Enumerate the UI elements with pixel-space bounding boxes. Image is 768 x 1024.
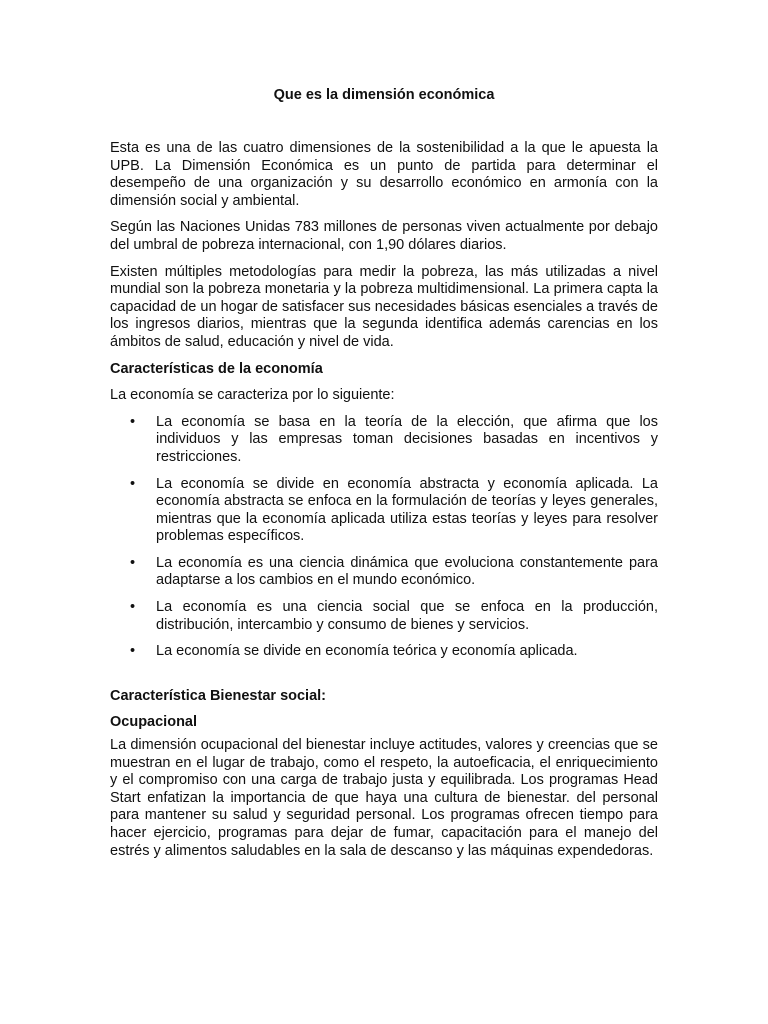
section-heading-wellbeing: Característica Bienestar social: <box>110 687 326 704</box>
section-heading-economy: Características de la economía <box>110 360 323 377</box>
list-item <box>110 643 658 661</box>
paragraph-intro: Esta es una de las cuatro dimensiones de la sostenibilidad a la que le apuesta la UPB. La Dimensión Económica es un punto de partida para determinar el desempeño de una organización y su desarrollo económico en armonía con la dimensión social y ambiental. <box>110 140 658 209</box>
paragraph-poverty-methods: Existen múltiples metodologías para medir la pobreza, las más utilizadas a nivel mundial son la pobreza monetaria y la pobreza multidimensional. La primera capta la capacidad de un hogar de satisfacer sus necesidades básicas esenciales a través de los ingresos diarios, mientras que la segunda identifica además carencias en los ámbitos de salud, educación y nivel de vida. <box>110 263 658 350</box>
paragraph-occupational: La dimensión ocupacional del bienestar incluye actitudes, valores y creencias que se muestran en el lugar de trabajo, como el respeto, la autoeficacia, el enriquecimiento y el compromiso con una carga de trabajo justa y equilibrada. Los programas Head Start enfatizan la importancia de que haya una cultura de bienestar. del personal para mantener su salud y seguridad personal. Los programas ofrecen tiempo para hacer ejercicio, programas para dejar de fumar, capacitación para el manejo del estrés y alimentos saludables en la sala de descanso y las máquinas expendedoras. <box>110 737 658 859</box>
economy-characteristics-list <box>110 414 658 661</box>
document-body <box>110 140 658 860</box>
bullet-icon: • <box>130 475 136 492</box>
list-item-text: La economía es una ciencia social que se enfoca en la producción, distribución, intercambio y consumo de bienes y servicios. <box>156 599 658 633</box>
subsection-heading-occupational: Ocupacional <box>110 714 198 731</box>
list-item <box>110 476 658 546</box>
list-item-text: La economía se basa en la teoría de la elección, que afirma que los individuos y las empresas toman decisiones basadas en incentivos y restricciones. <box>156 413 658 465</box>
list-item <box>110 599 658 634</box>
section-spacer <box>110 670 658 688</box>
list-item <box>110 555 658 590</box>
list-item-text: La economía es una ciencia dinámica que evoluciona constantemente para adaptarse a los cambios en el mundo económico. <box>156 554 658 589</box>
list-item-text: La economía se divide en economía abstracta y economía aplicada. La economía abstracta se enfoca en la formulación de teorías y leyes generales, mientras que la economía aplicada utiliza estas teorías y leyes para resolver problemas específicos. <box>156 475 658 545</box>
section-intro-economy: La economía se caracteriza por lo siguiente: <box>110 387 395 404</box>
bullet-icon: • <box>130 599 136 616</box>
paragraph-un-poverty: Según las Naciones Unidas 783 millones de personas viven actualmente por debajo del umbral de pobreza internacional, con 1,90 dólares diarios. <box>110 219 658 253</box>
bullet-icon: • <box>130 643 136 660</box>
list-item-text: La economía se divide en economía teórica y economía aplicada. <box>156 643 578 660</box>
bullet-icon: • <box>130 554 136 571</box>
document-title: Que es la dimensión económica <box>273 87 495 103</box>
bullet-icon: • <box>130 413 136 430</box>
list-item <box>110 414 658 467</box>
